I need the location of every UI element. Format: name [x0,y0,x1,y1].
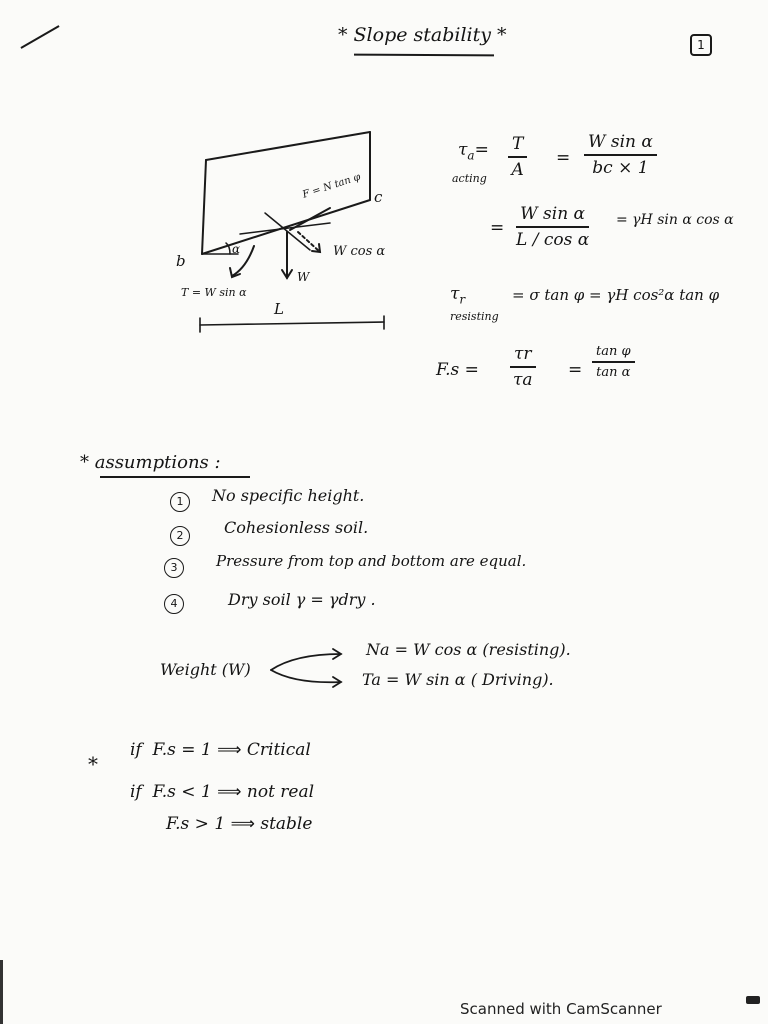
point-c-label: c [374,188,383,206]
assumption-number: 4 [164,594,184,614]
assumption-number: 2 [170,526,190,546]
page-number-box: 1 [690,34,712,56]
weight-split-arrows [265,640,345,690]
title-underline [354,54,494,57]
resisting-word: resisting [450,310,499,323]
assumption-number: 1 [170,492,190,512]
fraction-tanphi-over-tanalpha: tan φ tan α [592,344,635,380]
fraction-tr-over-ta: τr τa [510,344,536,390]
condition-row: if F.s < 1 ⟹ not real [130,782,315,802]
normal-component: Na = W cos α (resisting). [366,640,571,659]
w-cos-label: W cos α [333,244,386,259]
implies-arrow-icon: ⟹ [217,740,242,760]
implies-arrow-icon: ⟹ [217,782,242,802]
active-stress-result: = γH sin α cos α [616,212,734,228]
page-title: * Slope stability * [338,24,507,46]
point-b-label: b [176,252,186,270]
friction-vector [290,208,330,230]
tangential-force-label: T = W sin α [181,286,247,299]
length-label: L [274,300,284,318]
pen-stroke-mark [20,25,59,49]
scanned-note-page: * Slope stability * 1 b c α F = N tan φ T = W sin α W W cos α L $\tau_a=$ acting T A = W sin α bc × 1 = W sin α L / cos α = γH sin α cos α $\tau_r$ resisting = σ tan φ = γH cos²α tan φ F.s = τr τa = tan φ tan α * assumptions : 1 No specific height. 2 Cohesionless soil. 3 Pressure from top and bottom are equal. 4 Dry soil γ = γdry . Weight (W) Na = W cos α (resisting). Ta = W sin α ( Driving). * if F.s = 1 ⟹ Critical if F.s < 1 ⟹ not real F.s > 1 ⟹ stable Scanned with CamScanner [0,0,768,1024]
tau-resisting-symbol: $\tau_r$ [450,284,466,307]
fraction-wsin-over-l-cos: W sin α L / cos α [516,204,590,250]
weight-heading: Weight (W) [160,660,251,679]
tau-acting-symbol: $\tau_a=$ [458,140,489,163]
conditions-star: * [88,752,98,776]
fs-label: F.s = [436,360,479,380]
assumption-number: 3 [164,558,184,578]
length-dimension-line [200,322,384,325]
scanner-logo-icon [746,996,760,1004]
assumption-item: Pressure from top and bottom are equal. [216,552,527,570]
assumptions-heading: * assumptions : [80,452,221,473]
acting-word: acting [452,172,487,185]
scan-edge-shadow [0,960,3,1024]
implies-arrow-icon: ⟹ [230,814,255,834]
assumption-item: Cohesionless soil. [224,518,369,537]
fraction-t-over-a: T A [508,134,527,180]
condition-row: if F.s = 1 ⟹ Critical [130,740,311,760]
condition-row: F.s > 1 ⟹ stable [166,814,313,834]
block-top-edge [206,132,370,160]
block-left-edge [202,160,206,254]
slope-block-diagram [170,120,410,340]
tangential-component: Ta = W sin α ( Driving). [362,670,554,689]
resisting-stress-result: = σ tan φ = γH cos²α tan φ [512,286,720,304]
assumption-item: Dry soil γ = γdry . [228,590,376,609]
assumption-item: No specific height. [212,486,365,505]
alpha-label: α [232,242,241,256]
weight-label: W [297,270,310,284]
scanner-watermark: Scanned with CamScanner [460,1000,662,1018]
friction-force-label: F = N tan φ [301,171,362,201]
assumptions-underline [100,476,250,478]
fraction-wsin-over-bc: W sin α bc × 1 [584,132,657,178]
